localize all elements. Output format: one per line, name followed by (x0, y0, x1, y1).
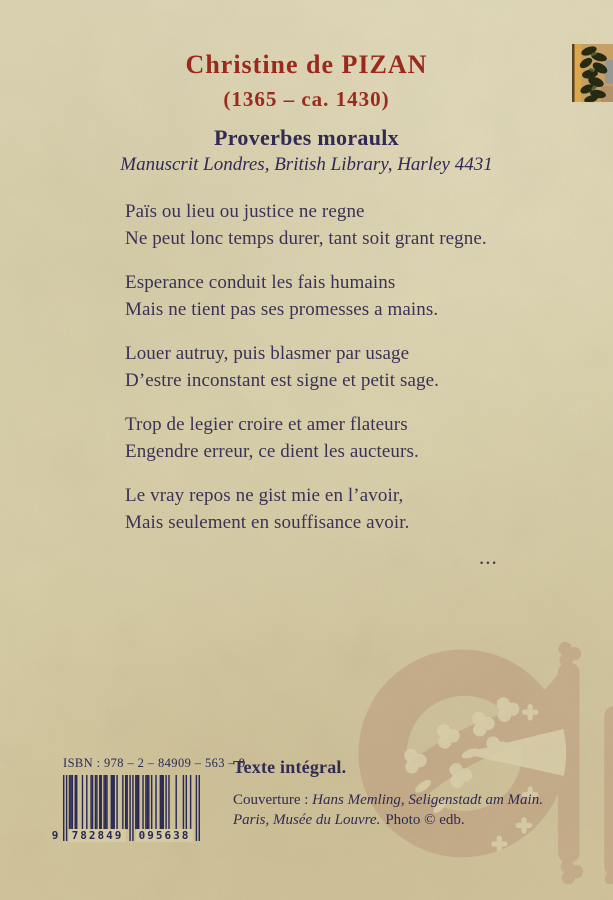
barcode-digit-group: 095638 (136, 829, 193, 842)
author-name: Christine de PIZAN (185, 50, 428, 79)
author-dates: (1365 – ca. 1430) (223, 87, 390, 111)
ean13-barcode (51, 775, 200, 842)
manuscript-note: Manuscrit Londres, British Library, Harley 4431 (120, 154, 493, 175)
verse-line: Le vray repos ne gist mie en l’avoir, (125, 485, 404, 506)
work-title: Proverbes moraulx (214, 125, 399, 150)
isbn-label: ISBN : 978 – 2 – 84909 – 563 – 8 (63, 756, 246, 770)
verse-line: Mais ne tient pas ses promesses a mains. (125, 299, 439, 320)
photo-credit: Photo © edb. (385, 811, 465, 828)
artwork-title: Hans Memling, Seligenstadt am Main. (312, 792, 543, 808)
verses-block (125, 198, 545, 553)
cover-credit (233, 791, 578, 830)
artwork-location: Paris, Musée du Louvre. (233, 811, 381, 828)
texte-integral-label: Texte intégral. (233, 757, 347, 777)
verse-line: Ne peut lonc temps durer, tant soit grant regne. (125, 228, 487, 249)
verse-line: Païs ou lieu ou justice ne regne (125, 201, 365, 222)
verse-line: Louer autruy, puis blasmer par usage (125, 343, 410, 364)
stanza (125, 411, 545, 465)
barcode-digit-group: 782849 (69, 829, 126, 842)
stanza (125, 340, 545, 394)
stanza (125, 198, 545, 252)
verse-line: Mais seulement en souffisance avoir. (125, 512, 410, 533)
cover-painting-thumbnail-icon (572, 44, 613, 102)
stanza (125, 482, 545, 536)
verse-line: Trop de legier croire et amer flateurs (125, 414, 408, 435)
verse-line: Esperance conduit les fais humains (125, 272, 396, 293)
isbn-block (51, 756, 246, 842)
continuation-ellipsis: ... (479, 545, 498, 569)
couverture-label: Couverture : (233, 792, 313, 808)
cover-header (0, 50, 613, 176)
barcode-digit-group: 9 (51, 829, 59, 842)
verse-line: D’estre inconstant est signe et petit sage. (125, 370, 440, 391)
verse-line: Engendre erreur, ce dient les aucteurs. (125, 441, 419, 462)
stanza (125, 269, 545, 323)
credits-block (233, 757, 578, 830)
